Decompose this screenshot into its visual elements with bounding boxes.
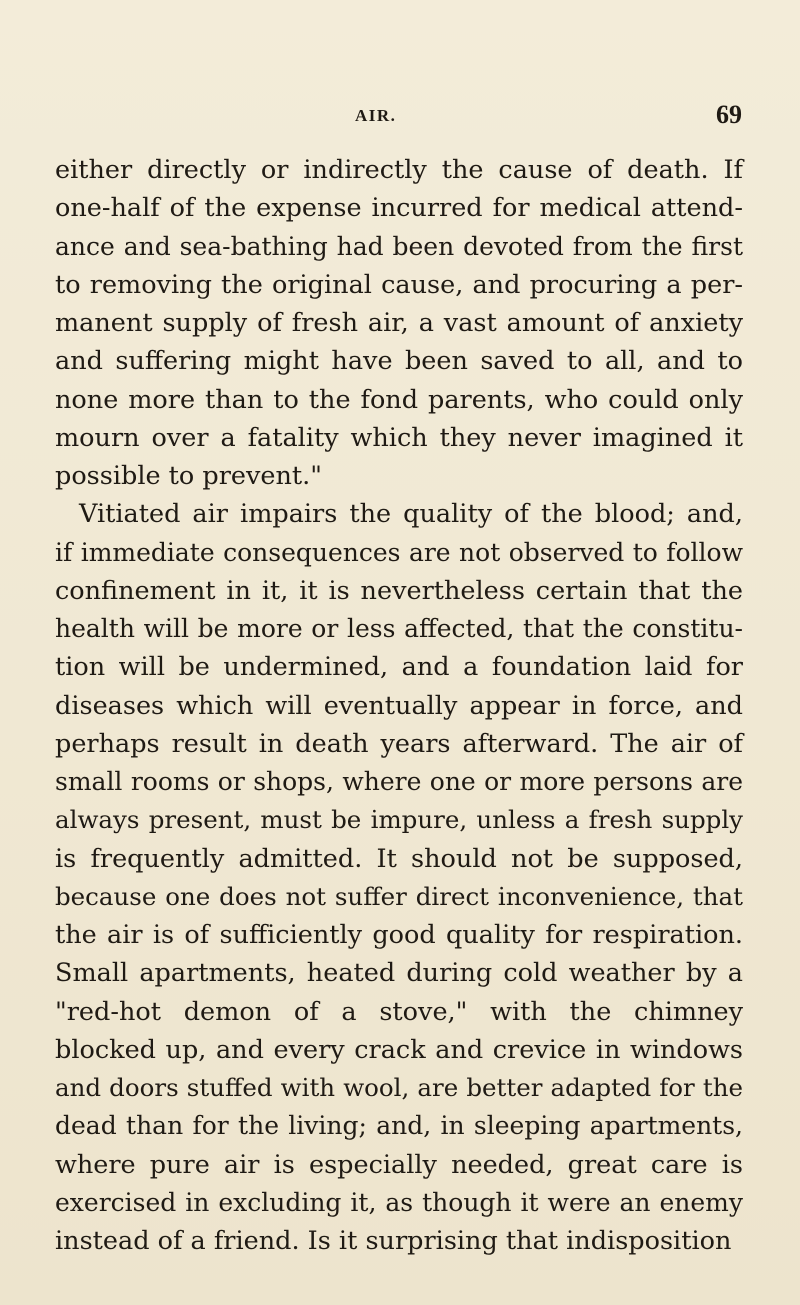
text-line: mourn over a fatality which they never imagined it	[55, 422, 743, 453]
text-line: always present, must be impure, unless a fresh supply	[55, 805, 743, 835]
text-line: and doors stuffed with wool, are better adapted for the	[55, 1073, 743, 1102]
text-line: perhaps result in death years afterward. The air of	[55, 728, 743, 759]
text-line: small rooms or shops, where one or more persons are	[55, 767, 743, 796]
text-line: "red-hot demon of a stove," with the chimney	[55, 996, 743, 1027]
text-line: if immediate consequences are not observed to follow	[55, 537, 743, 567]
page-number: 69	[716, 100, 742, 129]
text-line: dead than for the living; and, in sleeping apartments,	[55, 1111, 743, 1141]
text-line: confinement in it, it is nevertheless certain that the	[55, 575, 743, 606]
text-line: because one does not suffer direct inconvenience, that	[55, 881, 743, 911]
text-line: instead of a friend. Is it surprising that indisposition	[55, 1226, 732, 1256]
text-line: blocked up, and every crack and crevice in windows	[55, 1034, 743, 1065]
text-line: none more than to the fond parents, who could only	[55, 384, 743, 415]
running-title: AIR.	[355, 106, 397, 125]
text-line: the air is of sufficiently good quality for respiration.	[55, 920, 743, 950]
text-line: Small apartments, heated during cold weather by a	[55, 958, 743, 989]
text-line: and suffering might have been saved to all, and to	[55, 346, 743, 377]
text-line: where pure air is especially needed, great care is	[55, 1149, 743, 1180]
text-line: diseases which will eventually appear in force, and	[55, 690, 743, 721]
text-line: possible to prevent."	[55, 461, 322, 491]
body-text	[55, 151, 743, 1260]
text-line: ance and sea-bathing had been devoted from the first	[55, 231, 743, 261]
text-line: tion will be undermined, and a foundation laid for	[55, 652, 743, 683]
text-line: health will be more or less affected, that the constitu-	[55, 614, 743, 643]
text-line: exercised in excluding it, as though it were an enemy	[55, 1187, 743, 1217]
text-line: to removing the original cause, and procuring a per-	[55, 269, 743, 300]
text-line: one-half of the expense incurred for medical attend-	[55, 193, 743, 224]
text-line: is frequently admitted. It should not be supposed,	[55, 843, 743, 874]
text-line: manent supply of fresh air, a vast amount of anxiety	[55, 308, 743, 338]
running-head	[0, 100, 800, 140]
text-line: either directly or indirectly the cause of death. If	[55, 155, 743, 185]
paragraph-start-line: Vitiated air impairs the quality of the blood; and,	[79, 499, 743, 530]
